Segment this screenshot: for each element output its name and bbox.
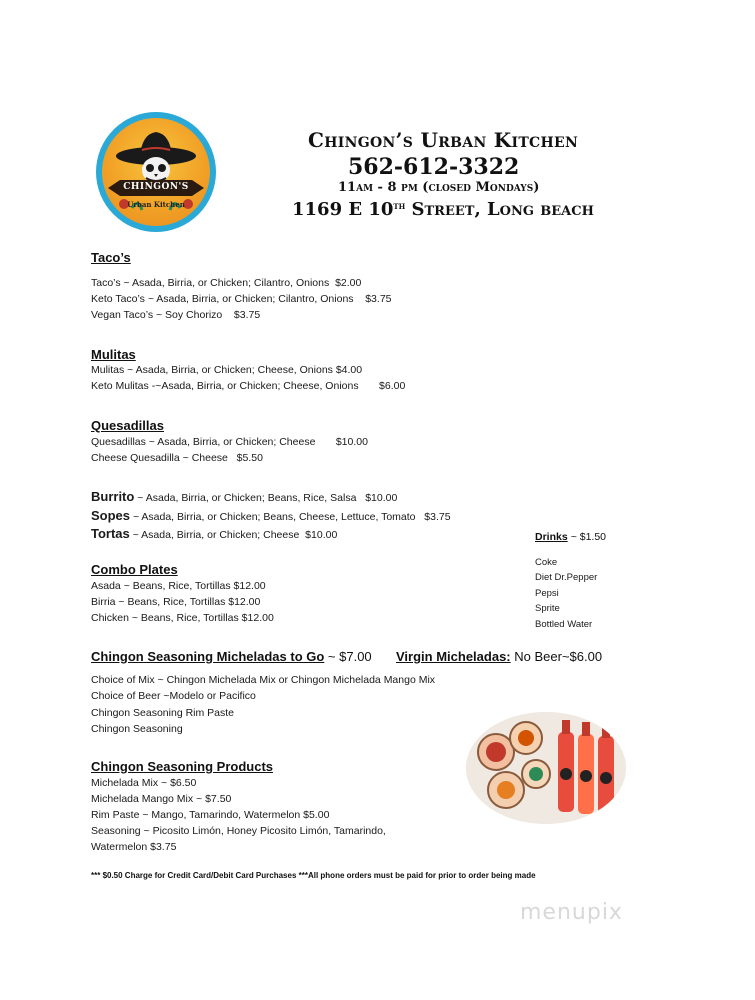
payment-note: *** $0.50 Charge for Credit Card/Debit Card Purchases ***All phone orders must be paid for prior to order being made xyxy=(91,871,536,880)
menu-item xyxy=(91,596,260,608)
menu-item xyxy=(91,436,368,448)
restaurant-phone: 562-612-3322 xyxy=(348,154,520,180)
item-text: ~ Asada, Birria, or Chicken; Beans, Cheese, Lettuce, Tomato xyxy=(132,511,416,523)
item-price: $6.00 xyxy=(379,380,406,392)
drink-item: Pepsi xyxy=(535,588,559,599)
item-price: $3.75 xyxy=(424,511,451,523)
item-price: $3.75 xyxy=(365,293,392,305)
section-title-combo: Combo Plates xyxy=(91,562,178,577)
michelada-detail: Choice of Mix ~ Chingon Michelada Mix or Chingon Michelada Mango Mix xyxy=(91,674,436,686)
seasoning-products-image xyxy=(466,712,626,824)
drink-item: Bottled Water xyxy=(535,619,593,630)
item-price: $12.00 xyxy=(233,580,266,592)
section-title-quesadillas: Quesadillas xyxy=(91,418,164,433)
micheladas-price: ~ $7.00 xyxy=(327,649,372,664)
product-item: Michelada Mango Mix ~ $7.50 xyxy=(91,793,232,805)
item-text: ~ Asada, Birria, or Chicken; Beans, Rice, Salsa xyxy=(137,492,357,504)
item-text: ~ Asada, Birria, or Chicken; Cheese xyxy=(132,529,300,541)
watermark: menupix xyxy=(520,900,623,925)
item-text: Birria ~ Beans, Rice, Tortillas xyxy=(91,596,226,608)
menu-item xyxy=(91,380,405,392)
menu-item xyxy=(91,309,260,321)
drinks-price: ~ $1.50 xyxy=(570,531,607,543)
item-price: $2.00 xyxy=(335,277,362,289)
menu-item-sopes xyxy=(91,508,451,523)
menu-item xyxy=(91,364,362,376)
restaurant-name: Chingon’s Urban Kitchen xyxy=(308,128,579,152)
item-text: Mulitas ~ Asada, Birria, or Chicken; Cheese, Onions xyxy=(91,364,333,376)
item-price: $4.00 xyxy=(335,364,363,376)
restaurant-address xyxy=(292,199,594,220)
item-price: $10.00 xyxy=(365,492,398,504)
menu-item-tortas xyxy=(91,526,337,541)
micheladas-title: Chingon Seasoning Micheladas to Go xyxy=(91,649,325,664)
drinks-title-text: Drinks xyxy=(535,531,568,543)
item-price: $5.50 xyxy=(236,452,263,464)
restaurant-logo xyxy=(96,112,216,232)
item-name: Tortas xyxy=(91,526,130,541)
item-price: $10.00 xyxy=(305,529,338,541)
item-name: Sopes xyxy=(91,508,131,523)
product-item: Seasoning ~ Picosito Limón, Honey Picosito Limón, Tamarindo, xyxy=(91,825,386,837)
logo-subtitle: Urban Kitchen xyxy=(127,200,185,209)
michelada-detail: Chingon Seasoning xyxy=(91,723,183,735)
address-sup: th xyxy=(393,201,406,212)
products-photo xyxy=(466,712,626,824)
menu-item xyxy=(91,277,361,289)
section-title-mulitas: Mulitas xyxy=(91,347,136,362)
item-price: $12.00 xyxy=(228,596,261,608)
virgin-micheladas-text: No Beer~$6.00 xyxy=(514,649,603,664)
michelada-detail: Chingon Seasoning Rim Paste xyxy=(91,707,235,719)
section-title-products: Chingon Seasoning Products xyxy=(91,759,274,774)
address-part: Street, Long beach xyxy=(405,199,594,220)
item-text: Chicken ~ Beans, Rice, Tortillas xyxy=(91,612,239,624)
item-text: Keto Taco’s ~ Asada, Birria, or Chicken; Cilantro, Onions xyxy=(91,293,354,305)
menu-item xyxy=(91,293,392,305)
item-text: Keto Mulitas -~Asada, Birria, or Chicken; Cheese, Onions xyxy=(91,380,359,392)
item-name: Burrito xyxy=(91,489,135,504)
item-price: $3.75 xyxy=(233,309,261,321)
address-part: 1169 E 10 xyxy=(292,199,394,220)
item-text: Cheese Quesadilla ~ Cheese xyxy=(91,452,228,464)
section-title-tacos: Taco’s xyxy=(91,250,131,265)
product-item: Michelada Mix ~ $6.50 xyxy=(91,777,197,789)
drink-item: Coke xyxy=(535,557,558,568)
product-item: Watermelon $3.75 xyxy=(91,841,177,853)
menu-item xyxy=(91,452,263,464)
restaurant-hours: 11am - 8 pm (closed Mondays) xyxy=(338,180,540,195)
drink-item: Sprite xyxy=(535,603,560,614)
menu-item-burrito xyxy=(91,489,397,504)
item-price: $12.00 xyxy=(241,612,274,624)
item-text: Vegan Taco’s ~ Soy Chorizo xyxy=(91,309,223,321)
item-text: Asada ~ Beans, Rice, Tortillas xyxy=(91,580,231,592)
logo-banner-text: CHINGON'S xyxy=(123,182,189,192)
drink-item: Diet Dr.Pepper xyxy=(535,572,598,583)
micheladas-heading xyxy=(91,649,372,664)
item-text: Taco’s ~ Asada, Birria, or Chicken; Cilantro, Onions xyxy=(91,277,330,289)
product-item: Rim Paste ~ Mango, Tamarindo, Watermelon $5.00 xyxy=(91,809,330,821)
item-text: Quesadillas ~ Asada, Birria, or Chicken; Cheese xyxy=(91,436,316,448)
section-title-drinks xyxy=(535,531,606,543)
menu-item xyxy=(91,612,274,624)
michelada-detail: Choice of Beer ~Modelo or Pacifico xyxy=(91,690,256,702)
item-price: $10.00 xyxy=(335,436,368,448)
virgin-micheladas-title: Virgin Micheladas: xyxy=(396,649,511,664)
virgin-micheladas-heading xyxy=(396,649,602,664)
logo-sun-background xyxy=(102,118,210,226)
skull-sombrero-icon xyxy=(102,118,210,226)
menu-item xyxy=(91,580,266,592)
